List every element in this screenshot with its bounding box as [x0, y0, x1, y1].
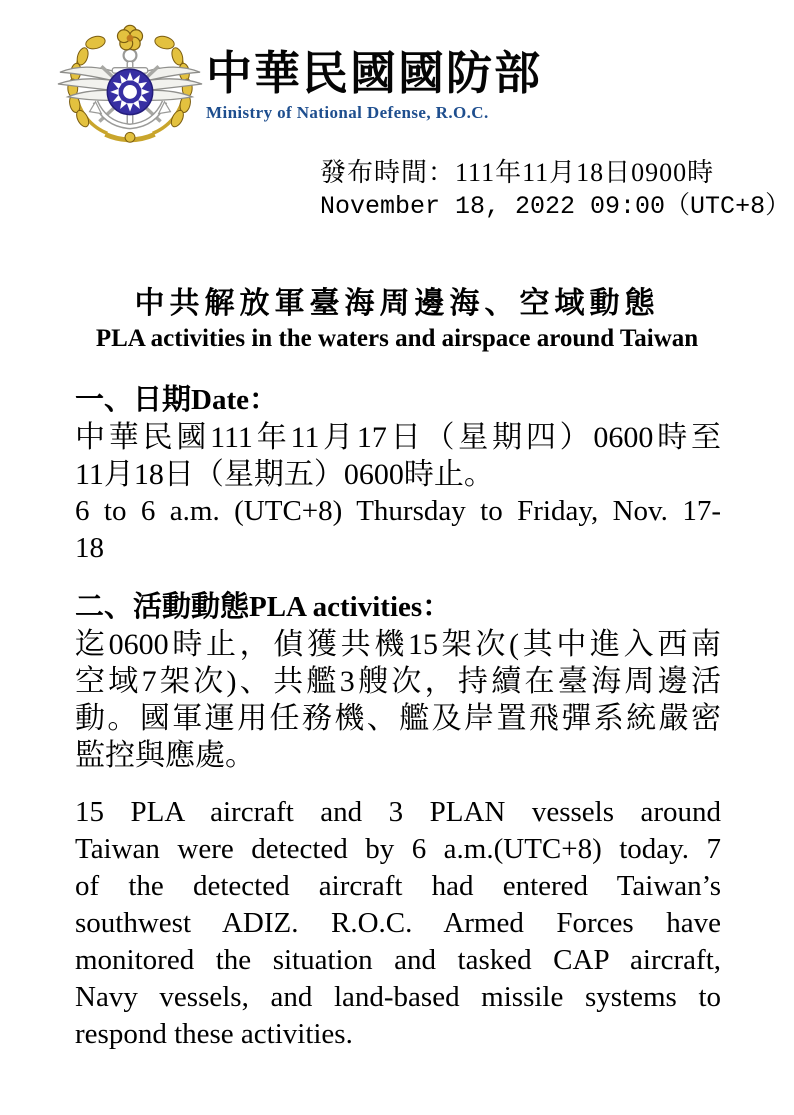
section-spacer: [75, 774, 721, 794]
body-en-line: respond these activities.: [75, 1018, 353, 1050]
header-brand: [206, 48, 746, 123]
body-en-line: Navy vessels, and land-based missile systems to: [75, 981, 721, 1013]
body-en-line: Taiwan were detected by 6 a.m.(UTC+8) today. 7: [75, 833, 721, 865]
section-activities-zh-line: 監控與應處。: [75, 739, 255, 772]
document-title-zh: 中共解放軍臺海周邊海、空域動態: [134, 287, 660, 320]
body-en-line: southwest ADIZ. R.O.C. Armed Forces have: [75, 907, 721, 939]
release-time-en: November 18, 2022 09:00（UTC+8）: [320, 192, 791, 221]
section-date-heading: 一、日期Date：: [75, 384, 278, 416]
section-spacer: [75, 567, 721, 589]
ministry-title-zh: 中華民國國防部: [206, 48, 542, 99]
section-date-zh-line: 11月18日（星期五）0600時止。: [75, 458, 494, 491]
section-activities-zh-line: 動。國軍運用任務機、艦及岸置飛彈系統嚴密: [75, 702, 721, 735]
release-time-zh: 發布時間：111年11月18日0900時: [320, 158, 715, 187]
sun-icon: [107, 69, 152, 114]
body-en-line: of the detected aircraft had entered Taiwan’s: [75, 870, 721, 902]
document-body: [75, 382, 721, 1053]
document-title: [0, 284, 794, 354]
document-title-en: PLA activities in the waters and airspace around Taiwan: [95, 325, 699, 352]
section-activities-zh-line: 迄0600時止，偵獲共機15架次(其中進入西南: [75, 628, 721, 661]
section-date-en-line: 18: [75, 532, 104, 564]
ministry-title-en: Ministry of National Defense, R.O.C.: [206, 103, 489, 122]
plum-blossom-icon: [117, 25, 142, 50]
section-date-zh-line: 中華民國111年11月17日（星期四）0600時至: [75, 421, 721, 454]
section-date-en-line: 6 to 6 a.m. (UTC+8) Thursday to Friday, Nov. 17-: [75, 495, 721, 527]
body-en-line: monitored the situation and tasked CAP aircraft,: [75, 944, 721, 976]
mnd-emblem: [56, 22, 204, 148]
section-activities-zh-line: 空域7架次)、共艦3艘次，持續在臺海周邊活: [75, 665, 721, 698]
body-en-line: 15 PLA aircraft and 3 PLAN vessels around: [75, 796, 721, 828]
section-activities-heading: 二、活動動態PLA activities：: [75, 591, 452, 623]
release-time: [320, 156, 791, 224]
